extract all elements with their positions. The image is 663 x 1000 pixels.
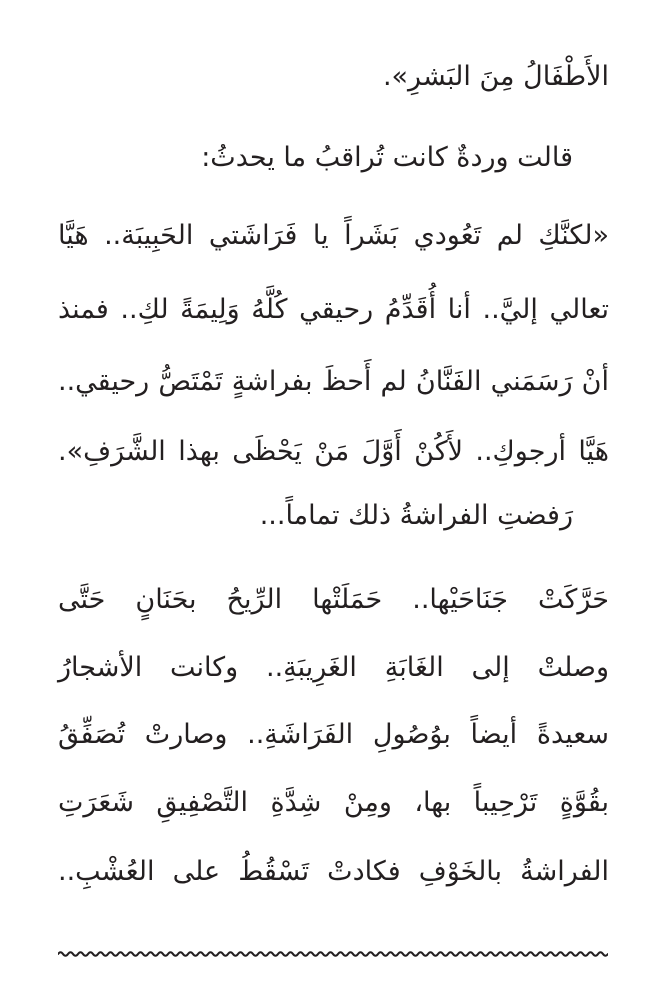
paragraph-4-line-1: حَرَّكَتْ جَنَاحَيْها.. حَمَلَتْها الرِّيحُ بحَنَانٍ حَتَّى [58, 584, 609, 615]
paragraph-3-line-2: تعالي إليَّ.. أنا أُقَدِّمُ رحيقي كُلَّهُ وَلِيمَةً لكِ.. فمنذ [58, 294, 609, 325]
paragraph-1-line-1: الأَطْفَالُ مِنَ البَشرِ». [382, 61, 609, 92]
paragraph-4-line-4: بقُوَّةٍ تَرْحِيباً بها، ومِنْ شِدَّةِ التَّصْفِيقِ شَعَرَتِ [58, 787, 609, 818]
paragraph-3-line-1: «لكنَّكِ لم تَعُودي بَشَراً يا فَرَاشَتي الحَبِيبَة.. هَيَّا [58, 220, 609, 251]
paragraph-3-line-4: هَيَّا أرجوكِ.. لأَكُنْ أَوَّلَ مَنْ يَحْظَى بهذا الشَّرَفِ». [58, 436, 609, 467]
paragraph-4-line-3: سعيدةً أيضاً بوُصُولِ الفَرَاشَةِ.. وصارتْ تُصَفِّقُ [58, 719, 609, 750]
paragraph-2-line-1: قالت وردةٌ كانت تُراقبُ ما يحدثُ: [201, 142, 573, 173]
wavy-divider-icon [58, 946, 608, 962]
paragraph-3-line-3: أنْ رَسَمَني الفَنَّانُ لم أَحظَ بفراشةٍ تَمْتَصُّ رحيقي.. [58, 366, 609, 397]
paragraph-4-line-5: الفراشةُ بالخَوْفِ فكادتْ تَسْقُطُ على العُشْبِ.. [58, 856, 609, 887]
paragraph-4-line-2: وصلتْ إلى الغَابَةِ الغَرِيبَةِ.. وكانت الأشجارُ [58, 652, 609, 683]
paragraph-3-line-5: رَفضتِ الفراشةُ ذلك تماماً... [259, 500, 573, 531]
